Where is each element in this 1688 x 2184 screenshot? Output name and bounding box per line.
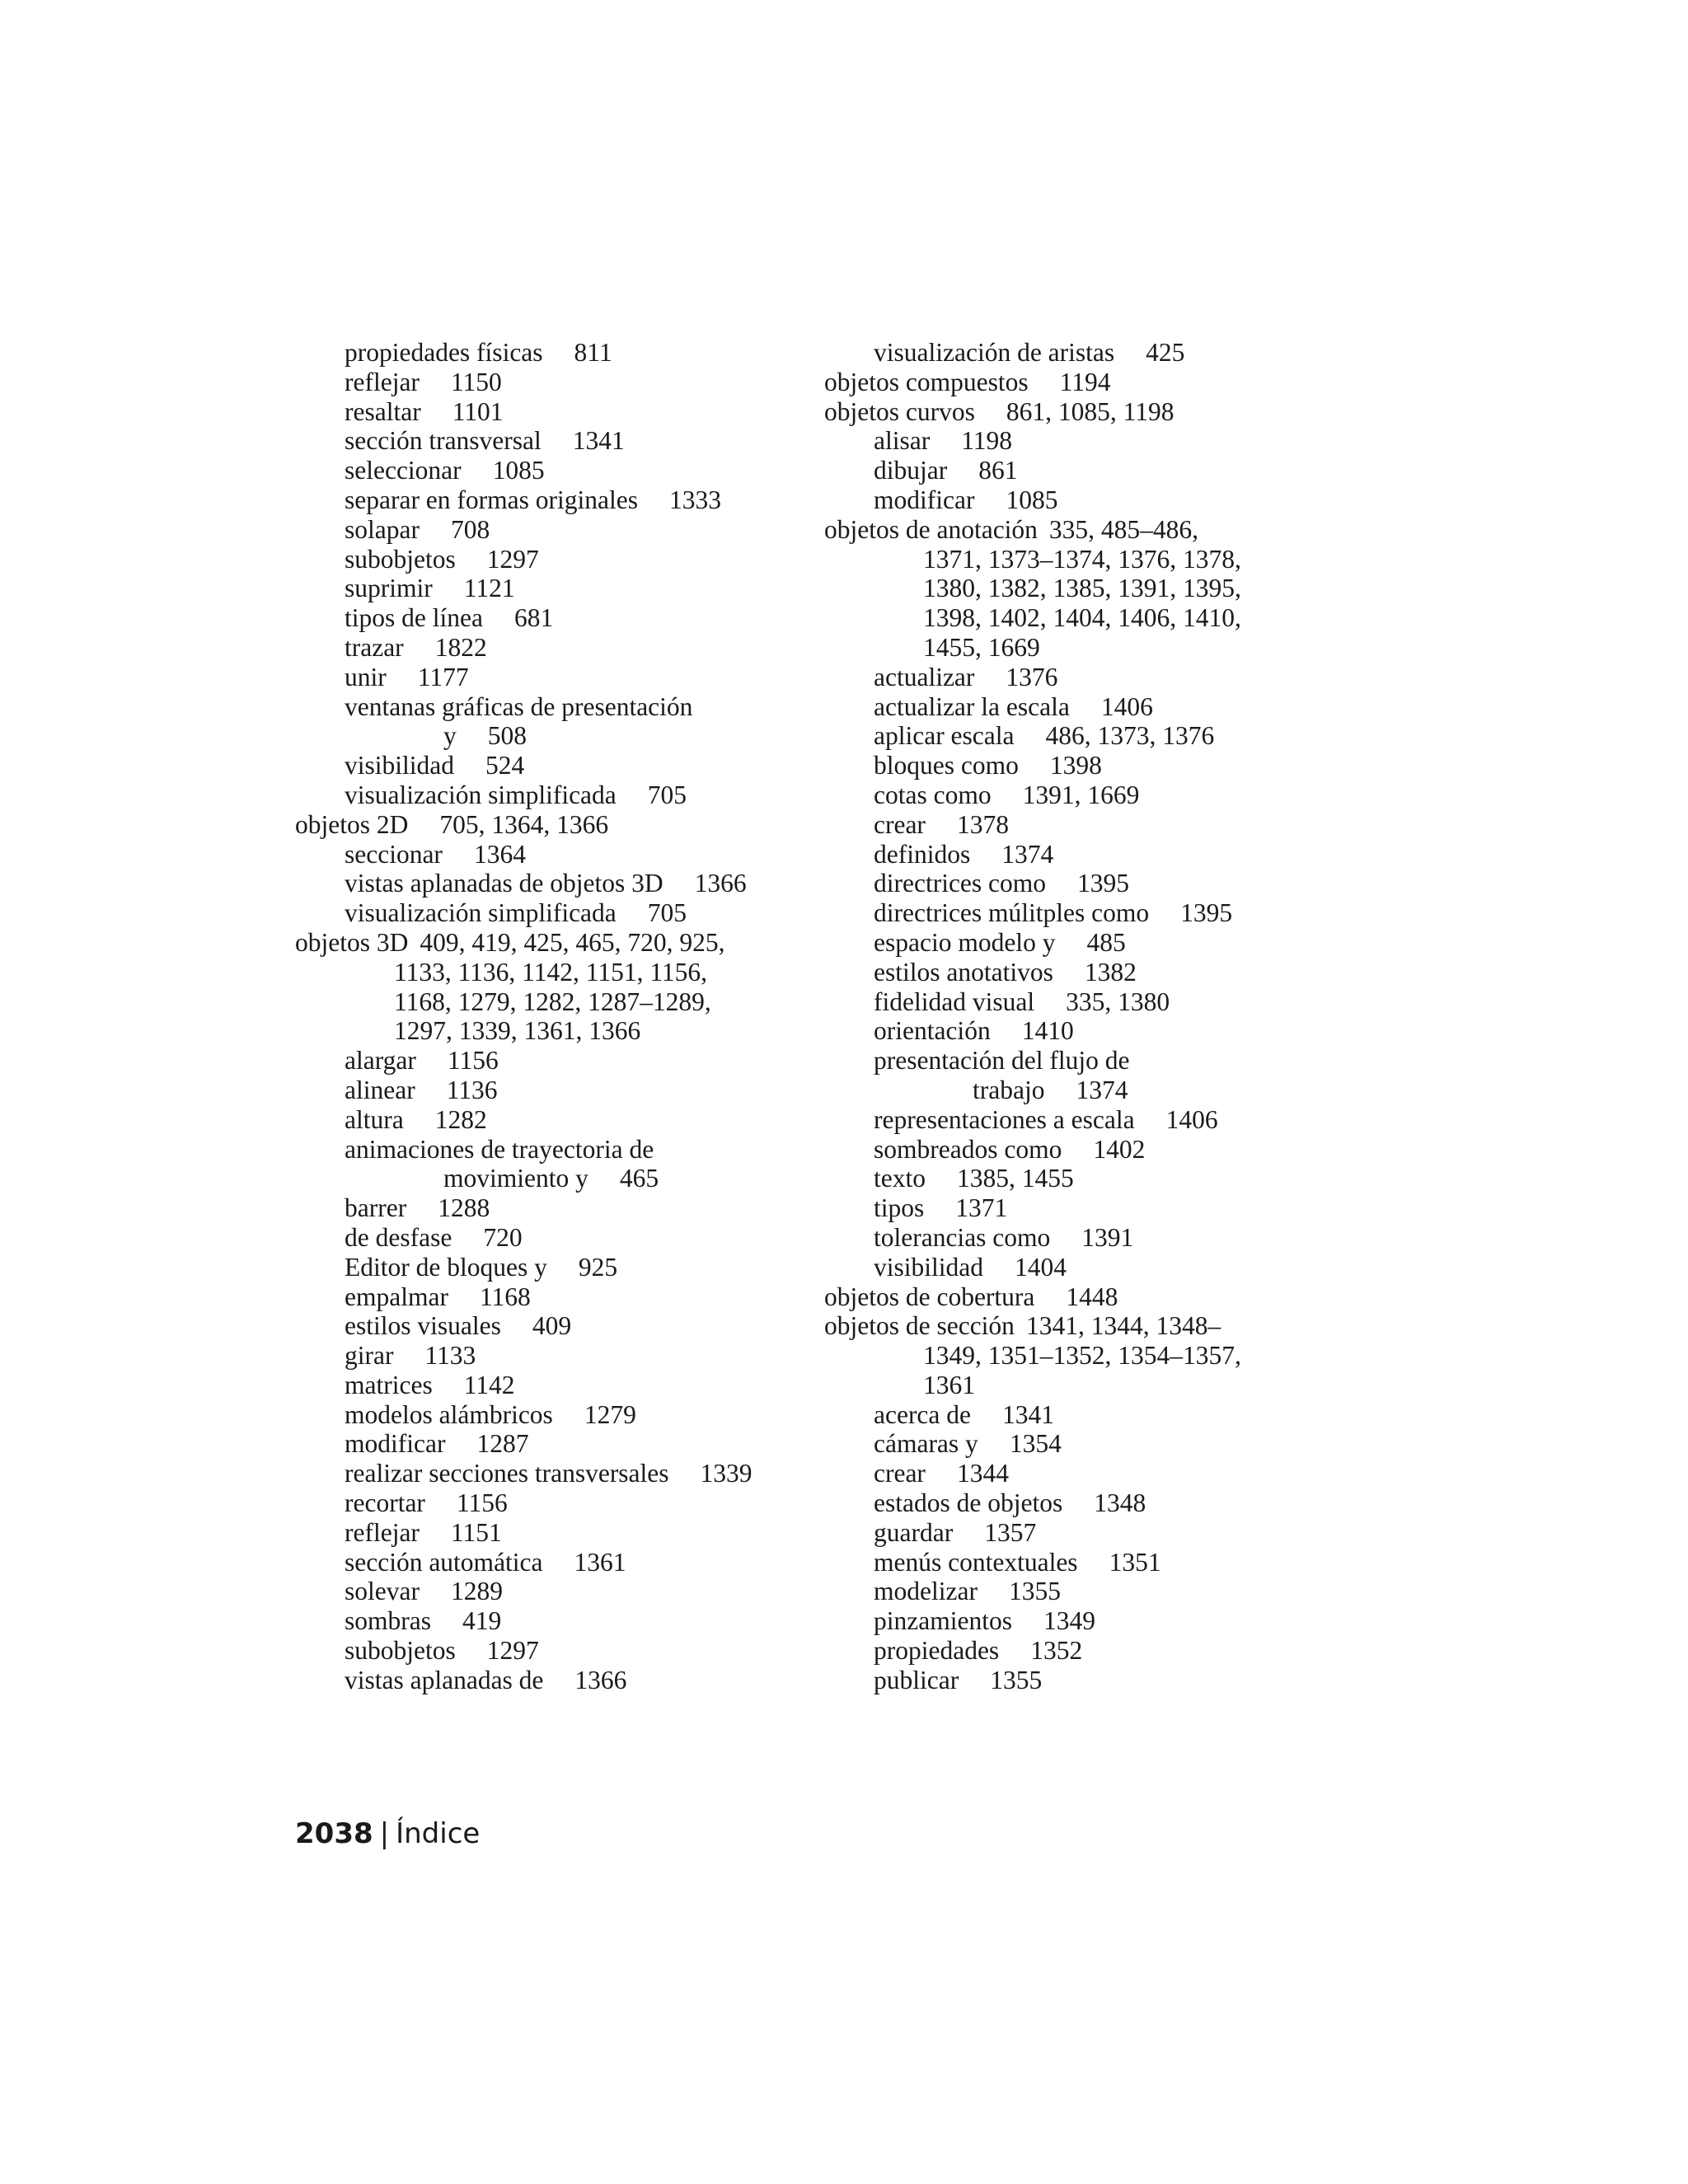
index-pages-continuation: 1398, 1402, 1404, 1406, 1410, bbox=[923, 603, 1241, 633]
index-pages-continuation: 1380, 1382, 1385, 1391, 1395, bbox=[923, 574, 1241, 603]
index-pages: 1364 bbox=[473, 839, 526, 869]
index-pages: 1136 bbox=[446, 1075, 498, 1104]
index-pages: 1282 bbox=[434, 1104, 487, 1134]
index-pages: 681 bbox=[513, 603, 554, 633]
index-subentry bbox=[295, 456, 790, 485]
index-pages: 486, 1373, 1376 bbox=[1045, 721, 1215, 751]
index-term: crear bbox=[874, 1459, 926, 1488]
index-column-left bbox=[295, 338, 790, 1695]
index-pages-continuation: 1133, 1136, 1142, 1151, 1156, bbox=[394, 957, 708, 987]
index-term: Editor de bloques y bbox=[345, 1252, 547, 1282]
index-subentry bbox=[295, 1135, 790, 1194]
index-pages: 1371 bbox=[955, 1193, 1008, 1223]
index-term: aplicar escala bbox=[874, 721, 1015, 751]
index-term: guardar bbox=[874, 1517, 954, 1547]
index-entry bbox=[824, 1311, 1319, 1399]
index-term: tipos bbox=[874, 1193, 925, 1223]
index-subentry bbox=[295, 1429, 790, 1459]
footer-separator: | bbox=[379, 1817, 390, 1850]
index-term: objetos de cobertura bbox=[824, 1282, 1035, 1311]
index-subentry bbox=[295, 1105, 790, 1135]
index-entry bbox=[824, 397, 1319, 427]
index-term: objetos compuestos bbox=[824, 367, 1029, 396]
index-term: matrices bbox=[345, 1370, 433, 1399]
index-subentry bbox=[295, 1400, 790, 1430]
index-term: alisar bbox=[874, 426, 931, 456]
index-subentry bbox=[295, 1046, 790, 1076]
index-term: de desfase bbox=[345, 1222, 452, 1252]
index-pages: 708 bbox=[450, 514, 490, 544]
index-entry bbox=[824, 1282, 1319, 1312]
index-pages: 1448 bbox=[1066, 1282, 1118, 1311]
index-term: propiedades físicas bbox=[345, 338, 543, 367]
index-term: visualización simplificada bbox=[345, 780, 617, 809]
index-term: visibilidad bbox=[345, 751, 454, 780]
index-subentry bbox=[824, 426, 1319, 456]
index-pages: 1279 bbox=[584, 1399, 636, 1429]
index-entry bbox=[824, 368, 1319, 397]
index-subentry bbox=[295, 1311, 790, 1341]
index-pages: 1395 bbox=[1077, 869, 1130, 898]
index-pages: 1361 bbox=[574, 1547, 626, 1577]
index-subentry bbox=[295, 869, 790, 898]
index-pages: 1822 bbox=[434, 632, 487, 662]
index-pages: 1198 bbox=[961, 426, 1013, 456]
index-pages: 1297 bbox=[486, 544, 539, 574]
index-term: directrices como bbox=[874, 869, 1047, 898]
index-pages: 1366 bbox=[574, 1665, 627, 1694]
index-pages: 1348 bbox=[1094, 1488, 1146, 1518]
index-term-cont-text: movimiento y bbox=[443, 1164, 588, 1193]
index-term: publicar bbox=[874, 1665, 959, 1694]
index-pages: 1355 bbox=[1008, 1577, 1061, 1606]
index-subentry bbox=[824, 898, 1319, 928]
index-pages: 1156 bbox=[447, 1046, 499, 1076]
index-subentry bbox=[824, 928, 1319, 958]
index-term: actualizar la escala bbox=[874, 691, 1070, 721]
index-subentry bbox=[295, 1488, 790, 1518]
index-term: cotas como bbox=[874, 780, 992, 809]
page-footer bbox=[295, 1817, 480, 1850]
index-pages: 1357 bbox=[984, 1517, 1037, 1547]
index-term: visualización simplificada bbox=[345, 898, 617, 928]
index-subentry bbox=[295, 338, 790, 368]
index-subentry bbox=[295, 633, 790, 663]
index-term: representaciones a escala bbox=[874, 1104, 1135, 1134]
index-pages: 1142 bbox=[463, 1370, 515, 1399]
index-term: pinzamientos bbox=[874, 1606, 1012, 1636]
index-term: resaltar bbox=[345, 396, 421, 426]
index-entry bbox=[824, 515, 1319, 663]
index-subentry bbox=[295, 1371, 790, 1400]
index-term: menús contextuales bbox=[874, 1547, 1078, 1577]
index-term: dibujar bbox=[874, 456, 948, 485]
index-pages: 1355 bbox=[990, 1665, 1043, 1694]
index-subentry bbox=[295, 1636, 790, 1666]
index-pages: 1101 bbox=[452, 396, 504, 426]
index-subentry bbox=[824, 1606, 1319, 1636]
index-term: solapar bbox=[345, 514, 420, 544]
index-term: empalmar bbox=[345, 1282, 448, 1311]
index-subentry bbox=[824, 1016, 1319, 1046]
index-term: subobjetos bbox=[345, 544, 456, 574]
index-term: bloques como bbox=[874, 751, 1019, 780]
index-subentry bbox=[824, 485, 1319, 515]
index-term: recortar bbox=[345, 1488, 425, 1518]
index-pages: 1288 bbox=[438, 1193, 490, 1223]
index-term: texto bbox=[874, 1164, 926, 1193]
index-pages: 1410 bbox=[1021, 1016, 1074, 1046]
index-pages: 1156 bbox=[456, 1488, 508, 1518]
index-term: objetos 3D bbox=[295, 927, 409, 957]
index-subentry bbox=[824, 869, 1319, 898]
index-pages: 335, 485–486, bbox=[1048, 514, 1199, 544]
index-term: reflejar bbox=[345, 367, 420, 396]
index-subentry bbox=[824, 1253, 1319, 1282]
index-term: solevar bbox=[345, 1577, 420, 1606]
index-pages: 861, 1085, 1198 bbox=[1006, 396, 1175, 426]
index-term: acerca de bbox=[874, 1399, 972, 1429]
index-subentry bbox=[824, 1548, 1319, 1577]
index-subentry bbox=[295, 545, 790, 574]
index-pages: 1287 bbox=[476, 1429, 529, 1459]
index-pages: 1194 bbox=[1059, 367, 1111, 396]
index-subentry bbox=[824, 1105, 1319, 1135]
index-term: sombreados como bbox=[874, 1134, 1062, 1164]
index-subentry bbox=[824, 987, 1319, 1017]
index-pages: 1339 bbox=[700, 1459, 753, 1488]
index-pages: 705 bbox=[647, 780, 687, 809]
index-pages: 811 bbox=[574, 338, 612, 367]
index-subentry bbox=[824, 1666, 1319, 1695]
index-term: objetos de anotación bbox=[824, 514, 1038, 544]
index-column-right bbox=[824, 338, 1319, 1695]
index-pages-continuation: 1371, 1373–1374, 1376, 1378, bbox=[923, 544, 1241, 574]
index-pages: 1352 bbox=[1030, 1636, 1083, 1666]
index-pages: 1391 bbox=[1081, 1222, 1134, 1252]
index-subentry bbox=[824, 338, 1319, 368]
index-pages: 1349 bbox=[1043, 1606, 1095, 1636]
index-term: sección transversal bbox=[345, 426, 542, 456]
index-term: subobjetos bbox=[345, 1636, 456, 1666]
index-subentry bbox=[824, 1193, 1319, 1223]
index-subentry bbox=[295, 515, 790, 545]
index-pages: 1385, 1455 bbox=[957, 1164, 1074, 1193]
index-term: objetos de sección bbox=[824, 1311, 1015, 1341]
index-subentry bbox=[295, 1459, 790, 1488]
index-pages: 1341 bbox=[572, 426, 625, 456]
index-pages: 1121 bbox=[463, 574, 515, 603]
index-pages: 1085 bbox=[492, 456, 545, 485]
index-pages: 1351 bbox=[1109, 1547, 1161, 1577]
index-pages: 1391, 1669 bbox=[1022, 780, 1140, 809]
index-pages: 1354 bbox=[1009, 1429, 1062, 1459]
index-pages: 1151 bbox=[450, 1517, 502, 1547]
index-term-continuation bbox=[345, 1164, 790, 1193]
index-term: estilos visuales bbox=[345, 1311, 501, 1341]
index-pages: 1406 bbox=[1100, 691, 1153, 721]
index-pages: 1382 bbox=[1084, 957, 1137, 987]
index-subentry bbox=[824, 780, 1319, 810]
index-term: definidos bbox=[874, 839, 971, 869]
index-subentry bbox=[295, 1577, 790, 1606]
index-term-continuation bbox=[874, 1076, 1319, 1105]
index-term: objetos curvos bbox=[824, 396, 975, 426]
index-pages: 1333 bbox=[668, 485, 721, 514]
index-term: trazar bbox=[345, 632, 404, 662]
index-subentry bbox=[824, 810, 1319, 840]
index-subentry bbox=[295, 1548, 790, 1577]
index-subentry bbox=[824, 1429, 1319, 1459]
index-pages: 335, 1380 bbox=[1066, 987, 1170, 1016]
index-subentry bbox=[824, 1459, 1319, 1488]
index-pages: 1168 bbox=[479, 1282, 531, 1311]
index-subentry bbox=[824, 958, 1319, 987]
index-subentry bbox=[295, 1341, 790, 1371]
index-subentry bbox=[824, 1223, 1319, 1253]
index-pages: 1398 bbox=[1049, 751, 1102, 780]
index-term: modificar bbox=[874, 485, 975, 514]
index-subentry bbox=[824, 721, 1319, 751]
index-pages: 1376 bbox=[1006, 662, 1058, 691]
index-pages: 1344 bbox=[956, 1459, 1009, 1488]
index-subentry bbox=[295, 1193, 790, 1223]
index-subentry bbox=[295, 692, 790, 752]
index-term: seccionar bbox=[345, 839, 443, 869]
index-term: tipos de línea bbox=[345, 603, 483, 633]
index-subentry bbox=[295, 1282, 790, 1312]
index-pages: 1404 bbox=[1015, 1252, 1067, 1282]
index-subentry bbox=[295, 840, 790, 869]
index-term: cámaras y bbox=[874, 1429, 978, 1459]
index-subentry bbox=[824, 1164, 1319, 1193]
index-subentry bbox=[295, 1223, 790, 1253]
index-pages: 524 bbox=[485, 751, 525, 780]
index-pages: 1341 bbox=[1002, 1399, 1055, 1429]
index-subentry bbox=[824, 840, 1319, 869]
index-subentry bbox=[295, 574, 790, 603]
index-subentry bbox=[824, 1135, 1319, 1165]
index-subentry bbox=[295, 751, 790, 780]
index-pages: 508 bbox=[487, 721, 527, 751]
index-subentry bbox=[824, 692, 1319, 722]
index-term: estilos anotativos bbox=[874, 957, 1053, 987]
index-subentry bbox=[295, 485, 790, 515]
index-pages: 425 bbox=[1146, 338, 1185, 367]
index-entry bbox=[295, 810, 790, 840]
index-term-cont-text: y bbox=[443, 721, 457, 751]
index-term: alinear bbox=[345, 1075, 415, 1104]
index-subentry bbox=[295, 1666, 790, 1695]
index-term: propiedades bbox=[874, 1636, 1000, 1666]
index-pages: 1374 bbox=[1076, 1075, 1128, 1104]
index-pages: 705 bbox=[647, 898, 687, 928]
index-term: modificar bbox=[345, 1429, 446, 1459]
index-term: ventanas gráficas de presentación bbox=[345, 691, 693, 721]
index-term: altura bbox=[345, 1104, 404, 1134]
index-pages: 409, 419, 425, 465, 720, 925, bbox=[420, 927, 725, 957]
index-term: animaciones de trayectoria de bbox=[345, 1134, 654, 1164]
index-pages: 409 bbox=[532, 1311, 572, 1341]
index-term: suprimir bbox=[345, 574, 433, 603]
index-entry bbox=[295, 928, 790, 1046]
index-pages: 419 bbox=[462, 1606, 502, 1636]
index-pages: 465 bbox=[619, 1164, 659, 1193]
index-subentry bbox=[824, 751, 1319, 780]
index-term: modelos alámbricos bbox=[345, 1399, 553, 1429]
index-pages: 1406 bbox=[1165, 1104, 1218, 1134]
index-subentry bbox=[295, 1076, 790, 1105]
index-pages: 1289 bbox=[450, 1577, 503, 1606]
index-term: presentación del flujo de bbox=[874, 1046, 1130, 1076]
index-term: espacio modelo y bbox=[874, 927, 1056, 957]
index-term: fidelidad visual bbox=[874, 987, 1035, 1016]
index-term: orientación bbox=[874, 1016, 991, 1046]
index-subentry bbox=[295, 603, 790, 633]
index-term: visualización de aristas bbox=[874, 338, 1115, 367]
index-subentry bbox=[295, 397, 790, 427]
index-pages-continuation: 1297, 1339, 1361, 1366 bbox=[394, 1016, 641, 1046]
index-subentry bbox=[295, 1518, 790, 1548]
index-pages: 705, 1364, 1366 bbox=[439, 809, 609, 839]
index-subentry bbox=[295, 1606, 790, 1636]
index-term: vistas aplanadas de objetos 3D bbox=[345, 869, 663, 898]
index-term: directrices múlitples como bbox=[874, 898, 1150, 928]
index-pages: 1402 bbox=[1093, 1134, 1146, 1164]
index-pages: 1378 bbox=[956, 809, 1009, 839]
index-pages: 1374 bbox=[1001, 839, 1054, 869]
index-pages-continuation: 1361 bbox=[923, 1370, 975, 1399]
index-pages: 1150 bbox=[450, 367, 502, 396]
index-subentry bbox=[824, 1636, 1319, 1666]
section-title: Índice bbox=[396, 1817, 481, 1850]
index-term-continuation bbox=[345, 721, 790, 751]
index-term-cont-text: trabajo bbox=[973, 1075, 1045, 1104]
index-subentry bbox=[824, 1518, 1319, 1548]
index-term: modelizar bbox=[874, 1577, 978, 1606]
index-pages-continuation: 1455, 1669 bbox=[923, 632, 1040, 662]
index-subentry bbox=[295, 1253, 790, 1282]
index-term: objetos 2D bbox=[295, 809, 409, 839]
index-subentry bbox=[295, 663, 790, 692]
index-term: actualizar bbox=[874, 662, 975, 691]
index-term: crear bbox=[874, 809, 926, 839]
index-term: estados de objetos bbox=[874, 1488, 1063, 1518]
index-term: barrer bbox=[345, 1193, 407, 1223]
index-subentry bbox=[824, 1046, 1319, 1105]
index-term: seleccionar bbox=[345, 456, 462, 485]
index-term: realizar secciones transversales bbox=[345, 1459, 669, 1488]
index-pages: 1341, 1344, 1348– bbox=[1025, 1311, 1221, 1341]
index-pages: 1366 bbox=[694, 869, 747, 898]
page-number: 2038 bbox=[295, 1817, 373, 1850]
index-term: girar bbox=[345, 1341, 394, 1371]
index-subentry bbox=[824, 1400, 1319, 1430]
index-pages-continuation: 1349, 1351–1352, 1354–1357, bbox=[923, 1341, 1241, 1371]
index-pages-continuation: 1168, 1279, 1282, 1287–1289, bbox=[394, 987, 711, 1016]
index-subentry bbox=[295, 426, 790, 456]
index-term: vistas aplanadas de bbox=[345, 1665, 544, 1694]
index-subentry bbox=[824, 663, 1319, 692]
index-pages: 485 bbox=[1086, 927, 1126, 957]
index-subentry bbox=[295, 368, 790, 397]
index-term: tolerancias como bbox=[874, 1222, 1051, 1252]
index-subentry bbox=[295, 780, 790, 810]
index-pages: 1297 bbox=[486, 1636, 539, 1666]
index-term: sombras bbox=[345, 1606, 431, 1636]
index-pages: 861 bbox=[978, 456, 1018, 485]
index-term: sección automática bbox=[345, 1547, 543, 1577]
index-subentry bbox=[295, 898, 790, 928]
index-pages: 1085 bbox=[1006, 485, 1058, 514]
index-pages: 1133 bbox=[424, 1341, 476, 1371]
index-subentry bbox=[824, 1577, 1319, 1606]
index-pages: 1395 bbox=[1180, 898, 1233, 928]
index-term: separar en formas originales bbox=[345, 485, 638, 514]
index-pages: 720 bbox=[483, 1222, 523, 1252]
index-term: alargar bbox=[345, 1046, 416, 1076]
index-term: visibilidad bbox=[874, 1252, 983, 1282]
index-subentry bbox=[824, 456, 1319, 485]
index-pages: 1177 bbox=[417, 662, 469, 691]
index-term: reflejar bbox=[345, 1517, 420, 1547]
index-subentry bbox=[824, 1488, 1319, 1518]
index-term: unir bbox=[345, 662, 387, 691]
index-pages: 925 bbox=[578, 1252, 618, 1282]
